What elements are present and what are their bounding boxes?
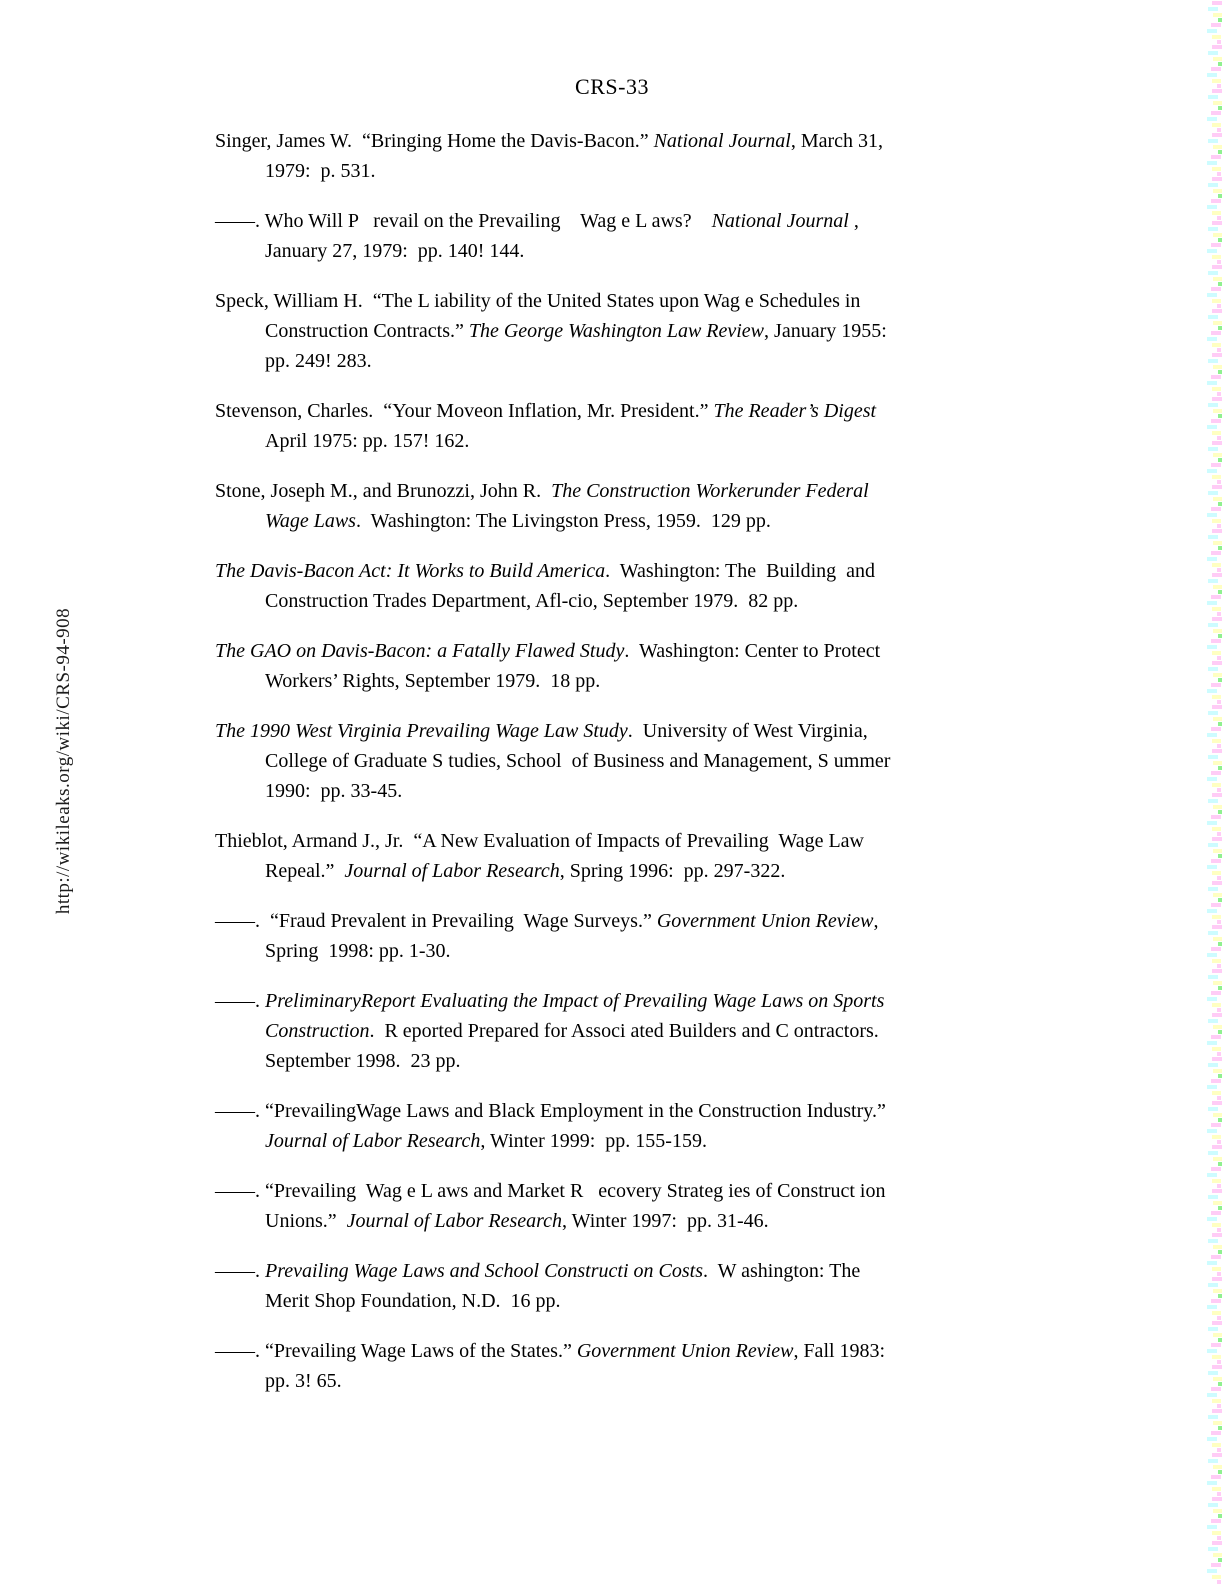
watermark-url: http://wikileaks.org/wiki/CRS-94-908 [53,607,74,915]
reference-text: , Fall 1983: [793,1340,886,1362]
reference-text: , [873,910,879,932]
journal-title-text: Journal of Labor Research [346,1210,563,1232]
reference-line [215,346,1075,376]
reference-text: ——. [215,1260,265,1282]
reference-line [215,396,1075,426]
reference-text: 1990: pp. 33-45. [265,780,403,802]
reference-text: Stone, Joseph M., and Brunozzi, John R. [215,480,552,502]
journal-title-text: Construction [265,1020,370,1042]
reference-entry [215,126,1075,186]
reference-entry [215,906,1075,966]
reference-text: . Washington: The Building and [605,560,876,582]
reference-text: ——. [215,990,265,1012]
reference-text: 1979: p. 531. [265,160,376,182]
reference-text: . W ashington: The [702,1260,861,1282]
confetti-border [1206,0,1224,1584]
reference-entry [215,986,1075,1076]
reference-text: Construction Contracts.” [265,320,469,342]
reference-text: , [848,210,859,232]
reference-line [215,1286,1075,1316]
reference-entry [215,826,1075,886]
journal-title-text: Government Union Review [656,910,874,932]
reference-text: ——. Who Will P revail on the Prevailing Wag e L aws? [215,210,712,232]
journal-title-text: The 1990 West Virginia Prevailing Wage Law Study [215,720,628,742]
reference-line [215,1016,1075,1046]
journal-title-text: The George Washington Law Review [468,320,765,342]
reference-line [215,826,1075,856]
journal-title-text: Journal of Labor Research [265,1130,481,1152]
reference-line [215,1336,1075,1366]
page-header: CRS-33 [575,74,649,99]
reference-line [215,1046,1075,1076]
reference-text: Repeal.” [265,860,345,882]
journal-title-text: National Journal [711,210,849,232]
reference-entry [215,556,1075,616]
reference-line [215,426,1075,456]
reference-text: Workers’ Rights, September 1979. 18 pp. [265,670,601,692]
reference-line [215,1206,1075,1236]
reference-text: Unions.” [265,1210,347,1232]
reference-line [215,316,1075,346]
journal-title-text: PreliminaryReport Evaluating the Impact of Prevailing Wage Laws on Sports [265,990,885,1012]
reference-line [215,206,1075,236]
reference-line [215,476,1075,506]
reference-text: ——. “Prevailing Wag e L aws and Market R ecovery Strateg ies of Construct ion [215,1180,886,1202]
journal-title-text: The Davis-Bacon Act: It Works to Build America [215,560,606,582]
journal-title-text: Wage Laws [265,510,356,532]
reference-text: ——. “Prevailing Wage Laws of the States.” [215,1340,577,1362]
reference-line [215,586,1075,616]
reference-text: pp. 249! 283. [265,350,372,372]
reference-line [215,906,1075,936]
reference-text: ——. “PrevailingWage Laws and Black Employment in the Construction Industry.” [215,1100,886,1122]
reference-line [215,236,1075,266]
journal-title-text: The Reader’s Digest [713,400,877,422]
journal-title-text: Government Union Review [576,1340,794,1362]
reference-entry [215,396,1075,456]
reference-line [215,556,1075,586]
reference-text: Spring 1998: pp. 1-30. [265,940,451,962]
reference-line [215,856,1075,886]
reference-entry [215,476,1075,536]
reference-line [215,506,1075,536]
reference-text: . R eported Prepared for Associ ated Builders and C ontractors. [369,1020,879,1042]
confetti-pattern-icon [1206,0,1224,1584]
journal-title-text: Journal of Labor Research [344,860,560,882]
reference-text: Construction Trades Department, Afl-cio, September 1979. 82 pp. [265,590,799,612]
reference-text: Singer, James W. “Bringing Home the Davis-Bacon.” [215,130,654,152]
reference-entry [215,1096,1075,1156]
reference-text: ——. “Fraud Prevalent in Prevailing Wage Surveys.” [215,910,657,932]
reference-line [215,1176,1075,1206]
reference-line [215,1126,1075,1156]
reference-line [215,986,1075,1016]
reference-text: . University of West Virginia, [627,720,868,742]
reference-entry [215,716,1075,806]
reference-text: Thieblot, Armand J., Jr. “A New Evaluation of Impacts of Prevailing Wage Law [215,830,864,852]
reference-line [215,716,1075,746]
reference-text: Stevenson, Charles. “Your Moveon Inflation, Mr. President.” [215,400,714,422]
reference-text: , March 31, [790,130,884,152]
reference-line [215,286,1075,316]
reference-entry [215,206,1075,266]
reference-text: Speck, William H. “The L iability of the United States upon Wag e Schedules in [215,290,861,312]
reference-entry [215,1176,1075,1236]
reference-text: , January 1955: [764,320,887,342]
reference-line [215,1256,1075,1286]
reference-text: . Washington: Center to Protect [624,640,881,662]
reference-text: , Spring 1996: pp. 297-322. [559,860,786,882]
reference-text: Merit Shop Foundation, N.D. 16 pp. [265,1290,561,1312]
reference-line [215,746,1075,776]
reference-entry [215,1336,1075,1396]
reference-text: September 1998. 23 pp. [265,1050,461,1072]
reference-line [215,1096,1075,1126]
reference-text: , Winter 1997: pp. 31-46. [562,1210,769,1232]
reference-line [215,636,1075,666]
reference-line [215,776,1075,806]
journal-title-text: The Construction Workerunder Federal [551,480,869,502]
reference-text: , Winter 1999: pp. 155-159. [480,1130,707,1152]
journal-title-text: National Journal [653,130,791,152]
reference-line [215,936,1075,966]
reference-text: April 1975: pp. 157! 162. [265,430,470,452]
reference-line [215,126,1075,156]
reference-line [215,1366,1075,1396]
reference-entry [215,1256,1075,1316]
reference-text: College of Graduate S tudies, School of Business and Management, S ummer [265,750,891,772]
reference-line [215,666,1075,696]
reference-text: January 27, 1979: pp. 140! 144. [265,240,525,262]
references-list [215,126,1075,1416]
journal-title-text: The GAO on Davis-Bacon: a Fatally Flawed Study [215,640,625,662]
reference-text: pp. 3! 65. [265,1370,342,1392]
reference-entry [215,286,1075,376]
reference-line [215,156,1075,186]
reference-text: . Washington: The Livingston Press, 1959. 129 pp. [355,510,771,532]
reference-entry [215,636,1075,696]
journal-title-text: Prevailing Wage Laws and School Constructi on Costs [265,1260,703,1282]
